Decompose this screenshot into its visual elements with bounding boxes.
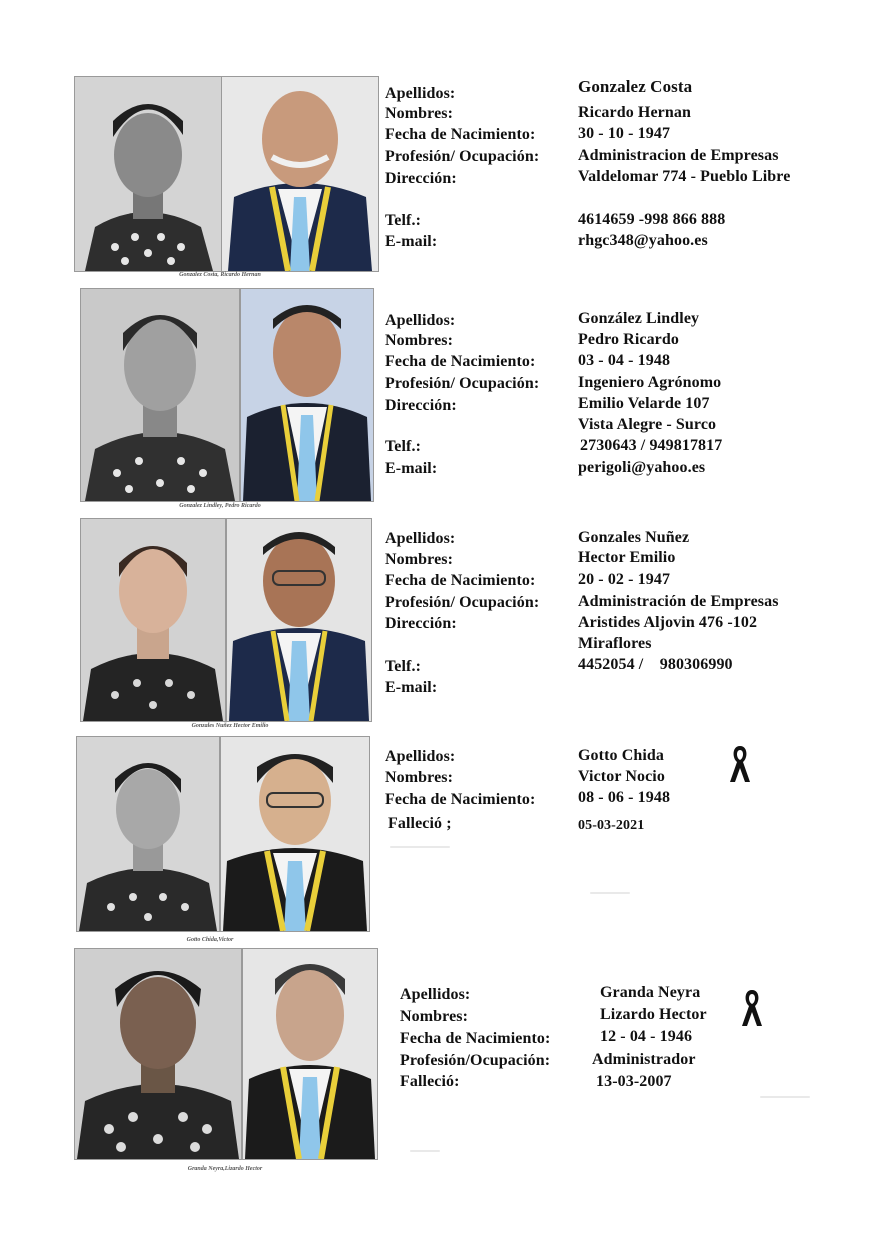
label-apellidos: Apellidos: <box>400 986 471 1003</box>
current-photo <box>242 948 378 1160</box>
label-apellidos: Apellidos: <box>385 530 456 547</box>
cadet-photo <box>76 736 220 932</box>
value-fecha-nacimiento: 12 - 04 - 1946 <box>600 1028 693 1045</box>
value-telf: 4452054 / 980306990 <box>578 656 733 673</box>
label-fecha-nacimiento: Fecha de Nacimiento: <box>400 1030 551 1047</box>
suit-portrait-icon <box>222 77 378 271</box>
current-photo <box>226 518 372 722</box>
value-fallecio: 13-03-2007 <box>596 1073 672 1090</box>
photo-caption: Gotto Chida,Victor <box>186 937 234 943</box>
value-apellidos: González Lindley <box>578 310 700 327</box>
value-direccion-2: Miraflores <box>578 635 652 652</box>
value-nombres: Lizardo Hector <box>600 1006 707 1023</box>
cadet-photo <box>74 76 222 272</box>
cadet-portrait-icon <box>81 289 239 501</box>
value-email: rhgc348@yahoo.es <box>578 232 708 249</box>
label-fallecio: Falleció ; <box>388 815 452 832</box>
value-direccion: Aristides Aljovin 476 -102 <box>578 614 758 631</box>
label-apellidos: Apellidos: <box>385 85 456 102</box>
mourning-ribbon-icon <box>728 744 752 784</box>
value-telf: 2730643 / 949817817 <box>580 437 723 454</box>
photo-caption: Gonzalez Costa, Ricardo Hernan <box>179 272 261 278</box>
value-nombres: Pedro Ricardo <box>578 331 679 348</box>
current-photo <box>240 288 374 502</box>
value-email: perigoli@yahoo.es <box>578 459 706 476</box>
value-profesion: Administrador <box>592 1051 696 1068</box>
cadet-portrait-icon <box>77 737 219 931</box>
label-telf: Telf.: <box>385 658 422 675</box>
mourning-ribbon-icon <box>740 988 764 1028</box>
value-apellidos: Granda Neyra <box>600 984 701 1001</box>
label-nombres: Nombres: <box>385 105 454 122</box>
label-direccion: Dirección: <box>385 170 457 187</box>
value-profesion: Administracion de Empresas <box>578 147 779 164</box>
label-profesion: Profesión/ Ocupación: <box>385 375 540 392</box>
cadet-portrait-icon <box>75 77 221 271</box>
photo-caption: Granda Neyra,Lizardo Hector <box>187 1166 263 1172</box>
label-apellidos: Apellidos: <box>385 312 456 329</box>
cadet-portrait-icon <box>75 949 241 1159</box>
label-direccion: Dirección: <box>385 615 457 632</box>
cadet-photo <box>80 518 226 722</box>
current-photo <box>221 76 379 272</box>
label-nombres: Nombres: <box>385 332 454 349</box>
value-direccion: Valdelomar 774 - Pueblo Libre <box>578 168 791 185</box>
label-direccion: Dirección: <box>385 397 457 414</box>
label-fecha-nacimiento: Fecha de Nacimiento: <box>385 572 536 589</box>
label-nombres: Nombres: <box>400 1008 469 1025</box>
label-telf: Telf.: <box>385 212 422 229</box>
value-apellidos: Gotto Chida <box>578 747 664 764</box>
value-direccion: Emilio Velarde 107 <box>578 395 710 412</box>
label-profesion: Profesión/Ocupación: <box>400 1052 551 1069</box>
label-fallecio: Falleció: <box>400 1073 460 1090</box>
label-email: E-mail: <box>385 233 438 250</box>
value-fecha-nacimiento: 08 - 06 - 1948 <box>578 789 671 806</box>
label-fecha-nacimiento: Fecha de Nacimiento: <box>385 353 536 370</box>
photo-caption: Gonzalez Lindley, Pedro Ricardo <box>179 503 261 509</box>
label-nombres: Nombres: <box>385 769 454 786</box>
label-apellidos: Apellidos: <box>385 748 456 765</box>
label-telf: Telf.: <box>385 438 422 455</box>
suit-portrait-icon <box>227 519 371 721</box>
cadet-photo <box>74 948 242 1160</box>
value-fecha-nacimiento: 30 - 10 - 1947 <box>578 125 671 142</box>
scan-smudge <box>760 1096 810 1098</box>
label-nombres: Nombres: <box>385 551 454 568</box>
value-fecha-nacimiento: 20 - 02 - 1947 <box>578 571 671 588</box>
value-apellidos: Gonzalez Costa <box>578 77 693 96</box>
photo-caption: Gonzales Nuñez Hector Emilio <box>191 723 269 729</box>
scan-smudge <box>590 892 630 894</box>
value-nombres: Victor Nocio <box>578 768 665 785</box>
value-direccion-2: Vista Alegre - Surco <box>578 416 717 433</box>
value-nombres: Ricardo Hernan <box>578 104 691 121</box>
suit-portrait-icon <box>221 737 369 931</box>
suit-portrait-icon <box>241 289 373 501</box>
label-fecha-nacimiento: Fecha de Nacimiento: <box>385 126 536 143</box>
value-fallecio: 05-03-2021 <box>578 818 645 833</box>
value-fecha-nacimiento: 03 - 04 - 1948 <box>578 352 671 369</box>
scan-smudge <box>410 1150 440 1152</box>
value-apellidos: Gonzales Nuñez <box>578 529 690 546</box>
label-fecha-nacimiento: Fecha de Nacimiento: <box>385 791 536 808</box>
value-profesion: Administración de Empresas <box>578 593 779 610</box>
cadet-portrait-icon <box>81 519 225 721</box>
label-profesion: Profesión/ Ocupación: <box>385 148 540 165</box>
value-nombres: Hector Emilio <box>578 549 676 566</box>
label-email: E-mail: <box>385 679 438 696</box>
cadet-photo <box>80 288 240 502</box>
value-profesion: Ingeniero Agrónomo <box>578 374 722 391</box>
label-profesion: Profesión/ Ocupación: <box>385 594 540 611</box>
label-email: E-mail: <box>385 460 438 477</box>
current-photo <box>220 736 370 932</box>
suit-portrait-icon <box>243 949 377 1159</box>
value-telf: 4614659 -998 866 888 <box>578 211 726 228</box>
scan-smudge <box>390 846 450 848</box>
